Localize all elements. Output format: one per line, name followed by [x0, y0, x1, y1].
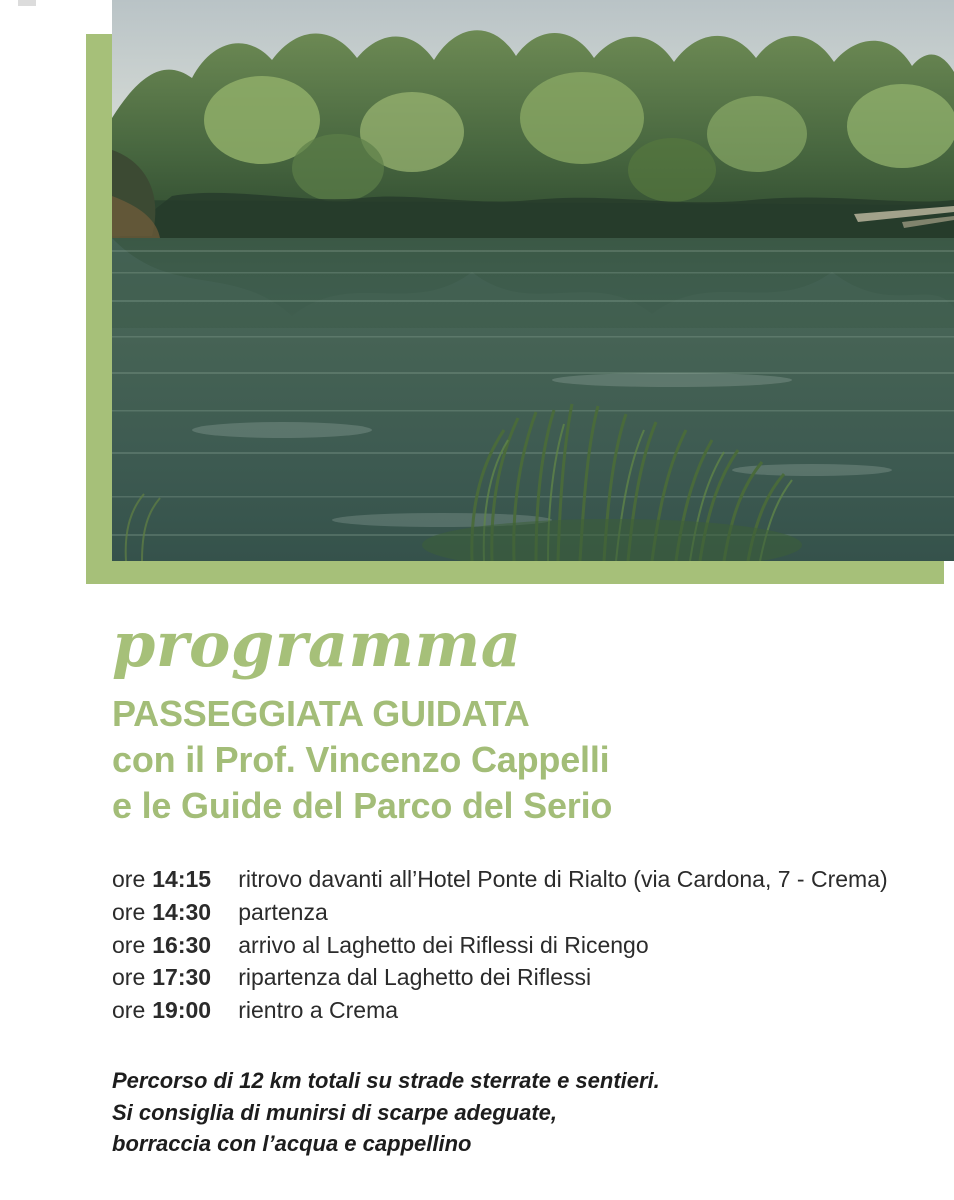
- headline-line-1: PASSEGGIATA GUIDATA: [112, 693, 530, 735]
- note-line-3: borraccia con l’acqua e cappellino: [112, 1131, 472, 1157]
- program-notes: [112, 1065, 942, 1161]
- program-headline: [112, 691, 942, 829]
- schedule-text: partenza: [238, 898, 328, 925]
- schedule-text: ripartenza dal Laghetto dei Riflessi: [238, 964, 592, 991]
- lake-photo: [112, 0, 954, 561]
- schedule-time: 16:30: [152, 931, 212, 958]
- page-corner-marker: [18, 0, 36, 6]
- schedule-label: ore: [112, 931, 146, 958]
- schedule-row: [112, 863, 942, 896]
- schedule-row: [112, 929, 942, 962]
- schedule-text: arrivo al Laghetto dei Riflessi di Ricengo: [238, 931, 649, 958]
- lake-photo-graphic: [112, 0, 954, 561]
- program-script-title: programma: [112, 608, 522, 681]
- schedule-text: ritrovo davanti all’Hotel Ponte di Rialto (via Cardona, 7 - Crema): [238, 866, 888, 893]
- schedule-time: 19:00: [152, 996, 212, 1023]
- page-left-margin: [0, 0, 18, 1200]
- schedule-label: ore: [112, 898, 146, 925]
- schedule-label: ore: [112, 996, 146, 1023]
- program-content: [112, 608, 942, 1160]
- schedule-time: 14:15: [152, 866, 212, 893]
- schedule-row: [112, 994, 942, 1027]
- schedule-time: 14:30: [152, 898, 212, 925]
- hero-image-block: [86, 0, 954, 584]
- schedule-list: [112, 863, 942, 1026]
- headline-line-2: con il Prof. Vincenzo Cappelli: [112, 739, 610, 781]
- note-line-1: Percorso di 12 km totali su strade sterrate e sentieri.: [112, 1067, 660, 1093]
- schedule-time: 17:30: [152, 964, 212, 991]
- headline-line-3: e le Guide del Parco del Serio: [112, 785, 613, 827]
- note-line-2: Si consiglia di munirsi di scarpe adeguate,: [112, 1099, 558, 1125]
- schedule-row: [112, 961, 942, 994]
- schedule-text: rientro a Crema: [238, 996, 399, 1023]
- schedule-label: ore: [112, 964, 146, 991]
- schedule-label: ore: [112, 866, 146, 893]
- schedule-row: [112, 896, 942, 929]
